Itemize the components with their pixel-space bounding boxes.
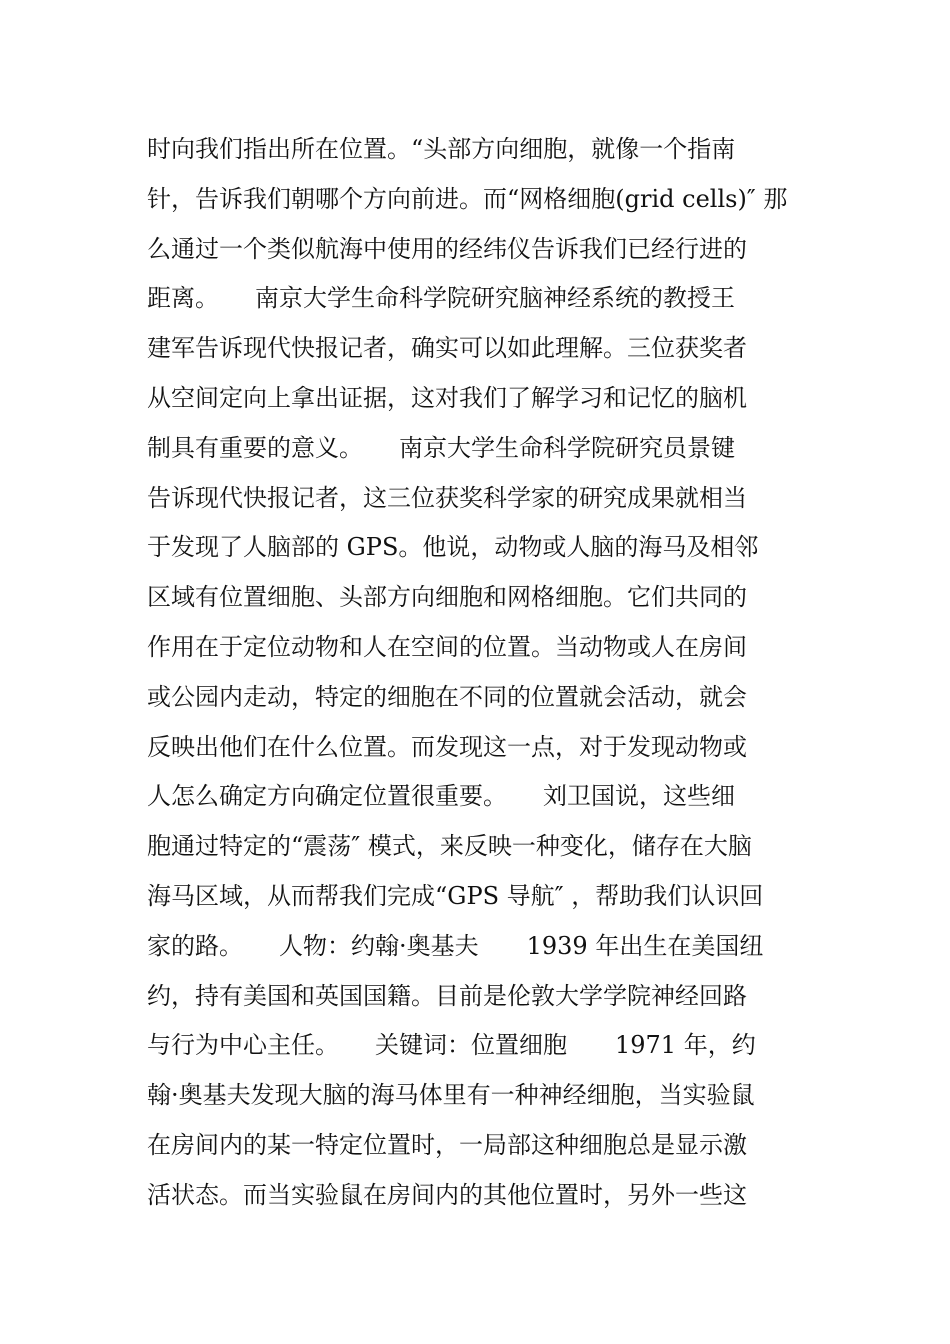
- text-line: 活状态。而当实验鼠在房间内的其他位置时，另外一些这: [147, 1180, 747, 1209]
- text-line: 海马区域，从而帮我们完成“GPS 导航″ ，帮助我们认识回: [147, 881, 764, 910]
- text-line: 约，持有美国和英国国籍。目前是伦敦大学学院神经回路: [147, 981, 747, 1010]
- text-line: 与行为中心主任。 关键词：位置细胞 1971 年，约: [147, 1031, 756, 1060]
- text-line: 反映出他们在什么位置。而发现这一点，对于发现动物或: [147, 732, 747, 761]
- text-line: 家的路。 人物：约翰·奥基夫 1939 年出生在美国纽: [147, 931, 764, 960]
- text-line: 或公园内走动，特定的细胞在不同的位置就会活动，就会: [147, 682, 747, 711]
- body-text: [147, 125, 827, 1221]
- text-line: 人怎么确定方向确定位置很重要。 刘卫国说，这些细: [147, 782, 735, 811]
- text-line: 从空间定向上拿出证据，这对我们了解学习和记忆的脑机: [147, 383, 747, 412]
- text-line: 翰·奥基夫发现大脑的海马体里有一种神经细胞，当实验鼠: [147, 1081, 755, 1110]
- text-line: 制具有重要的意义。 南京大学生命科学院研究员景键: [147, 433, 735, 462]
- text-line: 胞通过特定的“震荡″ 模式，来反映一种变化，储存在大脑: [147, 832, 752, 861]
- text-line: 建军告诉现代快报记者，确实可以如此理解。三位获奖者: [147, 334, 747, 363]
- text-line: 于发现了人脑部的 GPS。他说，动物或人脑的海马及相邻: [147, 533, 759, 562]
- text-line: 么通过一个类似航海中使用的经纬仪告诉我们已经行进的: [147, 234, 747, 263]
- text-line: 告诉现代快报记者，这三位获奖科学家的研究成果就相当: [147, 483, 747, 512]
- text-line: 时向我们指出所在位置。“头部方向细胞，就像一个指南: [147, 135, 736, 163]
- text-line: 区域有位置细胞、头部方向细胞和网格细胞。它们共同的: [147, 583, 747, 612]
- text-line: 作用在于定位动物和人在空间的位置。当动物或人在房间: [147, 632, 747, 661]
- text-line: 距离。 南京大学生命科学院研究脑神经系统的教授王: [147, 284, 735, 313]
- text-line: 在房间内的某一特定位置时，一局部这种细胞总是显示激: [147, 1130, 747, 1159]
- text-line: 针，告诉我们朝哪个方向前进。而“网格细胞(grid cells)″ 那: [147, 184, 788, 213]
